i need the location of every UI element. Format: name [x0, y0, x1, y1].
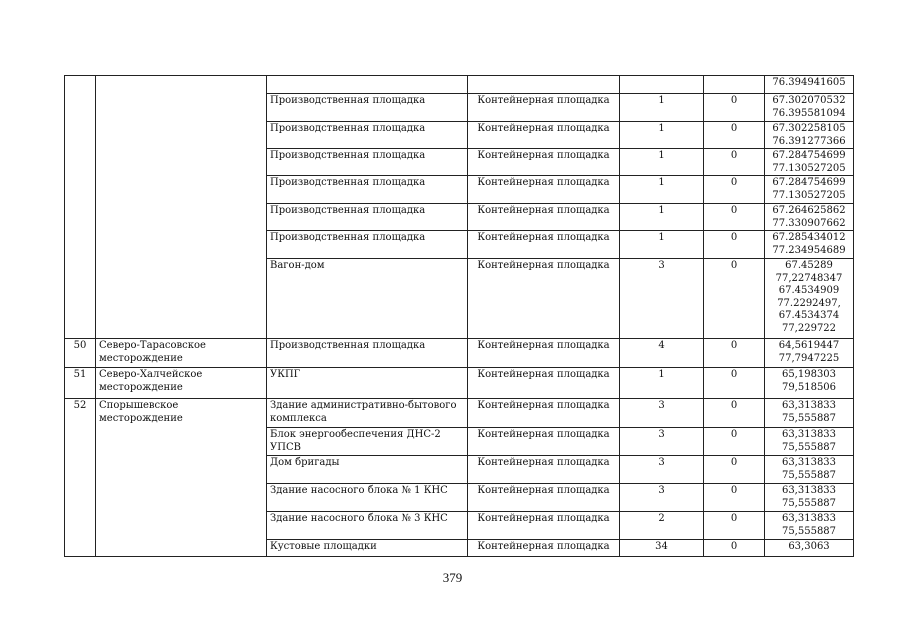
coordinate-value: 77.330907662 [772, 217, 846, 229]
coordinates-cell [765, 456, 854, 484]
zero-value-cell: 0 [704, 368, 765, 399]
object-name-cell: Здание административно-бытового комплекса [267, 399, 468, 428]
zero-value-cell: 0 [704, 231, 765, 259]
zero-value-cell: 0 [704, 122, 765, 149]
coordinate-value: 77,7947225 [778, 352, 840, 364]
site-type-cell: Контейнерная площадка [468, 512, 620, 540]
coordinates-cell [765, 512, 854, 540]
zero-value-cell: 0 [704, 456, 765, 484]
coordinate-value: 67.284754699 [772, 177, 846, 188]
coordinates-cell [765, 76, 854, 94]
site-type-cell: Контейнерная площадка [468, 428, 620, 456]
object-name-cell: Производственная площадка [267, 122, 468, 149]
coordinate-value: 77.130527205 [772, 189, 846, 201]
zero-value-cell: 0 [704, 540, 765, 557]
coordinates-cell [765, 540, 854, 557]
site-type-cell: Контейнерная площадка [468, 368, 620, 399]
table-row [65, 399, 854, 428]
zero-value-cell: 0 [704, 428, 765, 456]
object-name-cell: УКПГ [267, 368, 468, 399]
coordinate-value: 65,198303 [781, 369, 837, 380]
site-type-cell: Контейнерная площадка [468, 176, 620, 204]
coordinate-value: 67.4534374 [778, 310, 840, 321]
coordinate-value: 77.2292497, [777, 297, 841, 309]
zero-value-cell: 0 [704, 94, 765, 122]
field-name-cell: Северо-Тарасовское месторождение [96, 339, 267, 368]
object-name-cell: Вагон-дом [267, 259, 468, 339]
site-type-cell: Контейнерная площадка [468, 339, 620, 368]
coordinate-value: 76.391277366 [772, 135, 846, 147]
container-count-cell: 3 [620, 456, 704, 484]
row-number-cell: 50 [65, 339, 96, 368]
coordinate-value: 63,313833 [781, 457, 837, 468]
container-count-cell: 1 [620, 149, 704, 176]
coordinates-cell [765, 231, 854, 259]
zero-value-cell: 0 [704, 176, 765, 204]
container-count-cell: 2 [620, 512, 704, 540]
object-name-cell: Дом бригады [267, 456, 468, 484]
coordinates-cell [765, 339, 854, 368]
coordinates-cell [765, 259, 854, 339]
object-name-cell: Блок энергообеспечения ДНС-2 УПСВ [267, 428, 468, 456]
zero-value-cell: 0 [704, 259, 765, 339]
coordinate-value: 67.45289 [785, 260, 833, 271]
coordinates-cell [765, 399, 854, 428]
zero-value-cell: 0 [704, 512, 765, 540]
coordinate-value: 67.285434012 [772, 232, 846, 243]
coordinate-value: 63,313833 [781, 513, 837, 524]
container-count-cell: 1 [620, 122, 704, 149]
coordinate-value: 63,3063 [788, 541, 830, 552]
site-type-cell: Контейнерная площадка [468, 399, 620, 428]
coordinate-value: 77.234954689 [772, 244, 846, 256]
coordinate-value: 64,5619447 [778, 340, 840, 351]
field-name-cell: Северо-Халчейское месторождение [96, 368, 267, 399]
container-count-cell: 1 [620, 368, 704, 399]
coordinate-value: 67.4534909 [778, 285, 840, 296]
coordinate-value: 67.302258105 [772, 123, 846, 134]
coordinates-cell [765, 176, 854, 204]
coordinates-cell [765, 368, 854, 399]
waste-sites-table [64, 75, 854, 557]
zero-value-cell [704, 76, 765, 94]
coordinate-value: 75,555887 [781, 525, 837, 537]
site-type-cell [468, 76, 620, 94]
coordinate-value: 77,229722 [781, 322, 837, 334]
site-type-cell: Контейнерная площадка [468, 540, 620, 557]
table-row [65, 368, 854, 399]
field-name-cell: Спорышевское месторождение [96, 399, 267, 557]
coordinate-value: 75,555887 [781, 497, 837, 509]
row-number-cell: 52 [65, 399, 96, 557]
coordinates-cell [765, 122, 854, 149]
row-number-cell [65, 76, 96, 339]
page-number: 379 [442, 570, 463, 585]
object-name-cell: Производственная площадка [267, 204, 468, 231]
coordinate-value: 76.395581094 [772, 107, 846, 119]
coordinate-value: 63,313833 [781, 485, 837, 496]
container-count-cell: 34 [620, 540, 704, 557]
table-row [65, 339, 854, 368]
coordinate-value: 63,313833 [781, 400, 837, 411]
object-name-cell: Кустовые площадки [267, 540, 468, 557]
coordinates-cell [765, 149, 854, 176]
site-type-cell: Контейнерная площадка [468, 231, 620, 259]
zero-value-cell: 0 [704, 339, 765, 368]
container-count-cell: 3 [620, 399, 704, 428]
table-body [65, 76, 854, 557]
zero-value-cell: 0 [704, 204, 765, 231]
coordinate-value: 77,22748347 [775, 272, 843, 284]
site-type-cell: Контейнерная площадка [468, 94, 620, 122]
coordinate-value: 67.302070532 [772, 95, 846, 106]
object-name-cell: Производственная площадка [267, 231, 468, 259]
container-count-cell: 3 [620, 484, 704, 512]
coordinate-value: 67.264625862 [772, 205, 846, 216]
container-count-cell: 1 [620, 94, 704, 122]
coordinates-cell [765, 428, 854, 456]
object-name-cell: Здание насосного блока № 3 КНС [267, 512, 468, 540]
container-count-cell: 1 [620, 204, 704, 231]
coordinate-value: 75,555887 [781, 412, 837, 424]
site-type-cell: Контейнерная площадка [468, 204, 620, 231]
container-count-cell: 1 [620, 176, 704, 204]
zero-value-cell: 0 [704, 484, 765, 512]
table-row [65, 76, 854, 94]
field-name-cell [96, 76, 267, 339]
container-count-cell: 3 [620, 428, 704, 456]
object-name-cell: Производственная площадка [267, 339, 468, 368]
container-count-cell: 4 [620, 339, 704, 368]
coordinates-cell [765, 204, 854, 231]
coordinate-value: 77.130527205 [772, 162, 846, 174]
coordinate-value: 79,518506 [781, 381, 837, 393]
row-number-cell: 51 [65, 368, 96, 399]
site-type-cell: Контейнерная площадка [468, 456, 620, 484]
coordinates-cell [765, 94, 854, 122]
coordinate-value: 67.284754699 [772, 150, 846, 161]
zero-value-cell: 0 [704, 399, 765, 428]
object-name-cell: Производственная площадка [267, 149, 468, 176]
object-name-cell [267, 76, 468, 94]
coordinate-value: 63,313833 [781, 429, 837, 440]
coordinate-value: 75,555887 [781, 469, 837, 481]
object-name-cell: Здание насосного блока № 1 КНС [267, 484, 468, 512]
coordinate-value: 76.394941605 [772, 77, 846, 88]
site-type-cell: Контейнерная площадка [468, 259, 620, 339]
object-name-cell: Производственная площадка [267, 176, 468, 204]
object-name-cell: Производственная площадка [267, 94, 468, 122]
coordinates-cell [765, 484, 854, 512]
container-count-cell: 3 [620, 259, 704, 339]
site-type-cell: Контейнерная площадка [468, 149, 620, 176]
container-count-cell: 1 [620, 231, 704, 259]
zero-value-cell: 0 [704, 149, 765, 176]
coordinate-value: 75,555887 [781, 441, 837, 453]
site-type-cell: Контейнерная площадка [468, 484, 620, 512]
container-count-cell [620, 76, 704, 94]
site-type-cell: Контейнерная площадка [468, 122, 620, 149]
